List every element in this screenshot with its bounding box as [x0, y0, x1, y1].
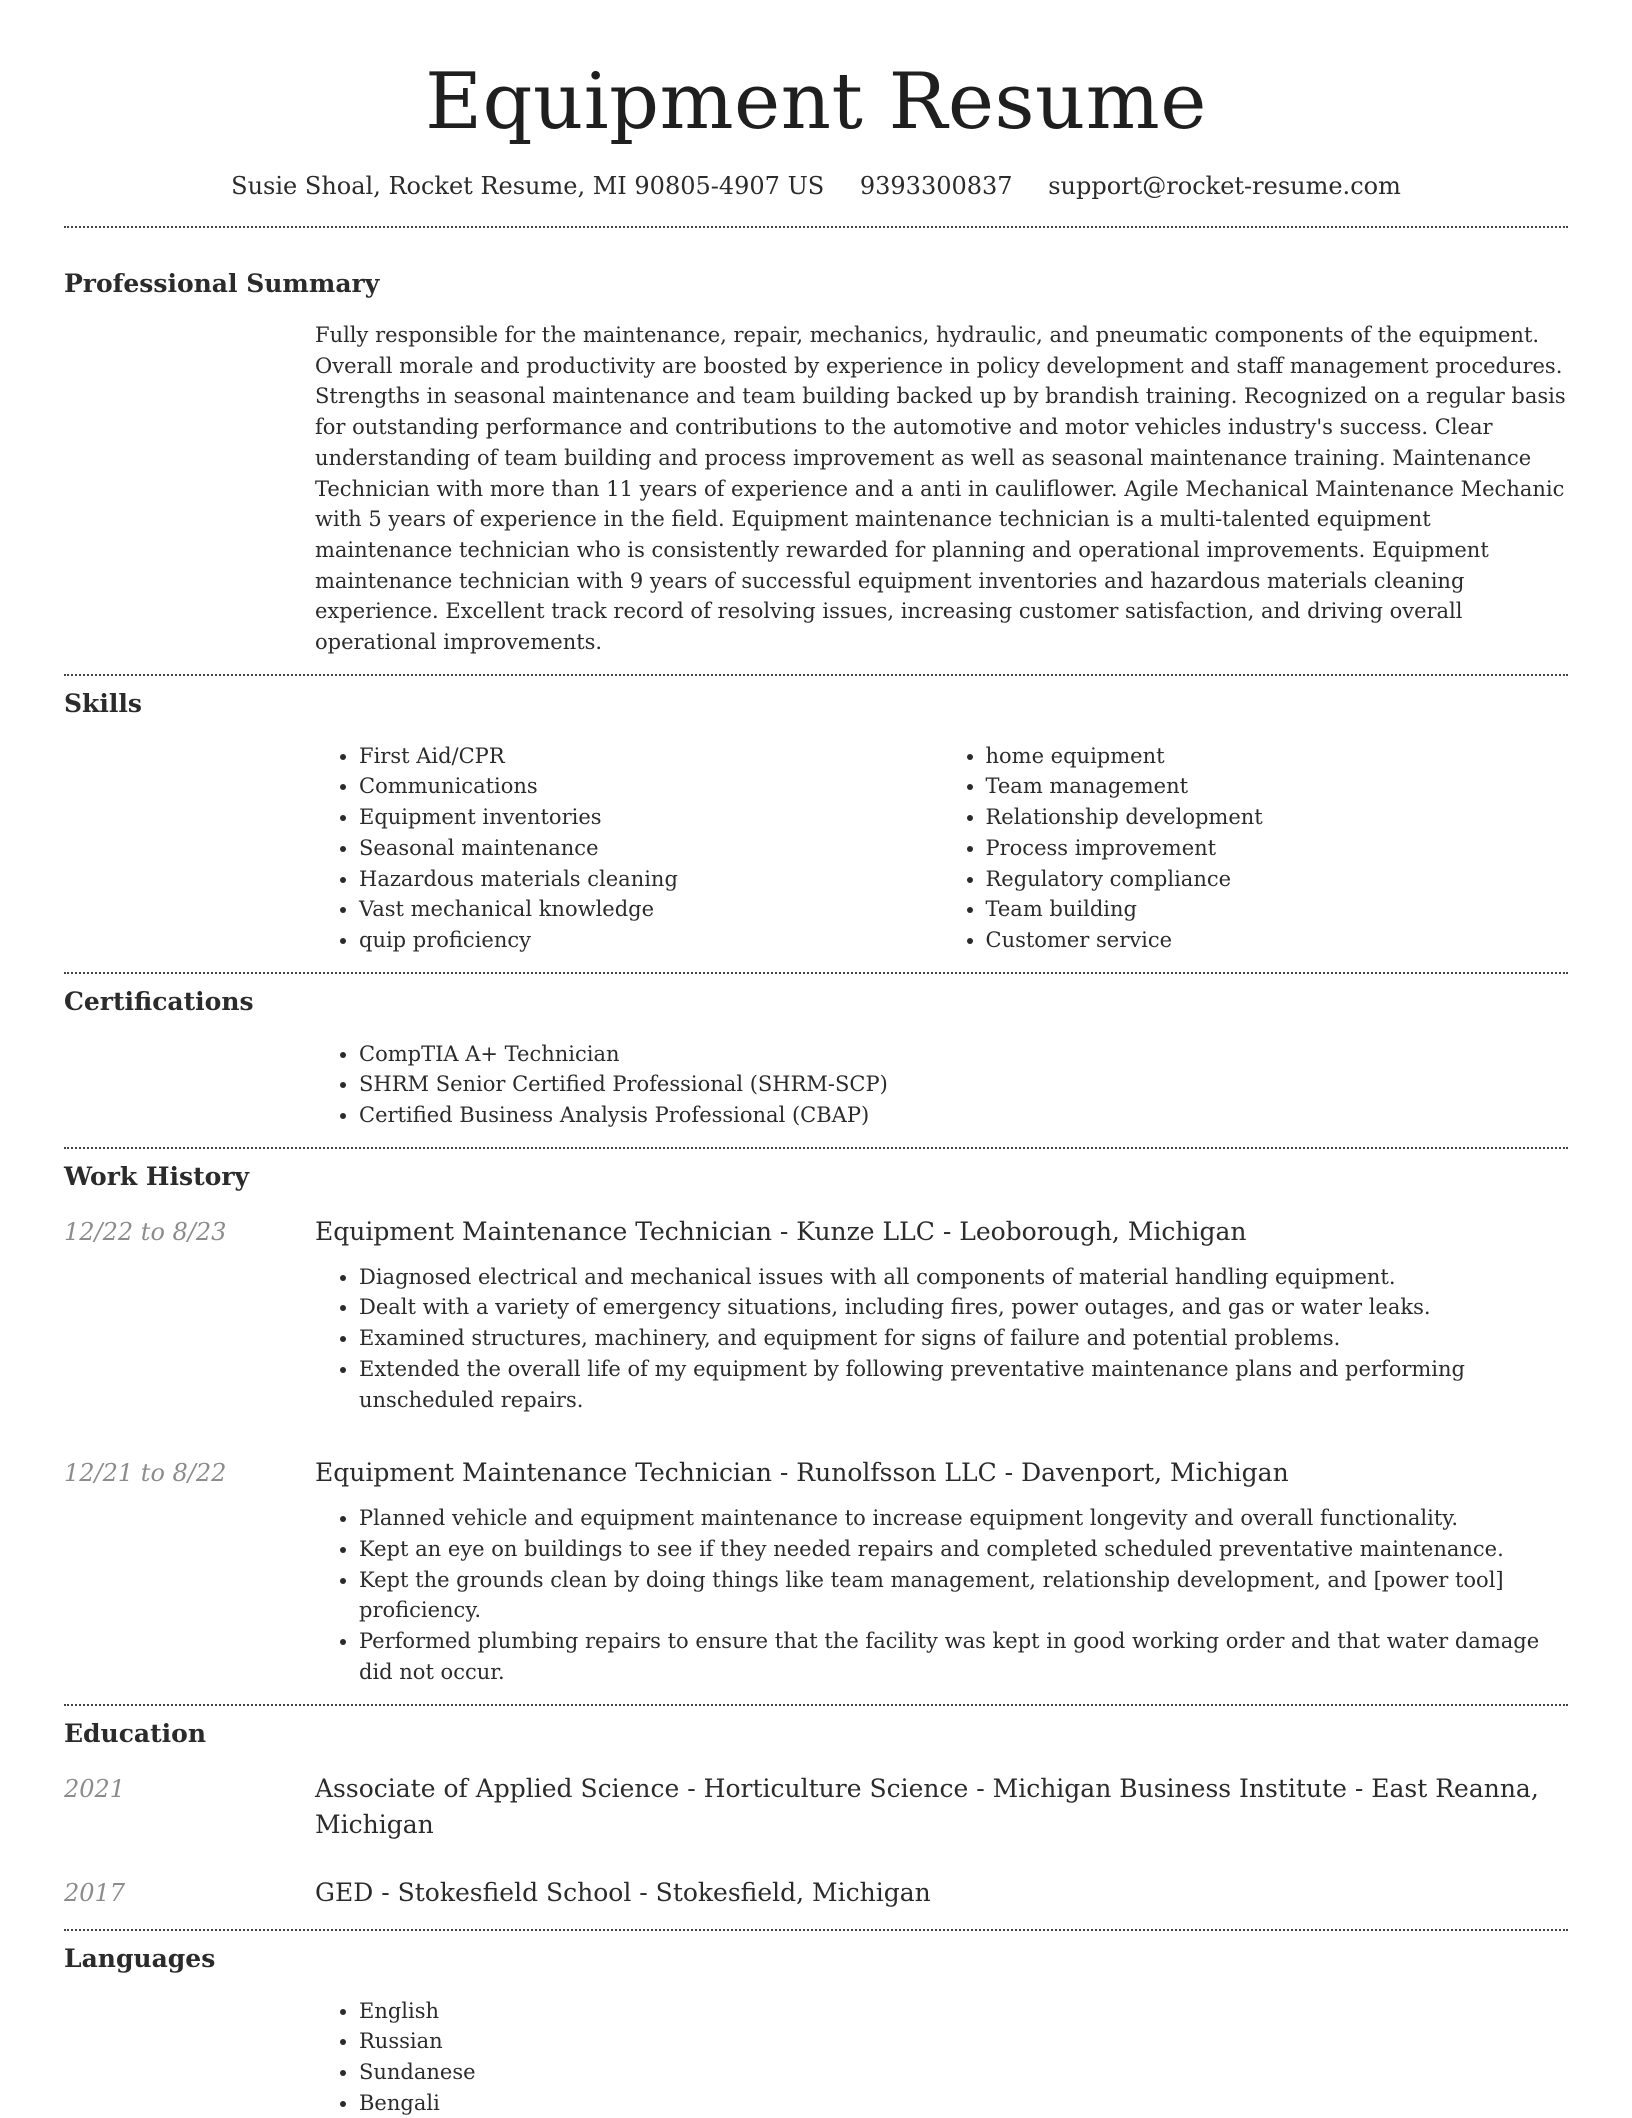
- skills-section: [64, 687, 1568, 956]
- job-entry: [64, 1214, 1568, 1416]
- divider: [64, 226, 1568, 228]
- contact-address: Susie Shoal, Rocket Resume, MI 90805-4907 US: [231, 172, 824, 200]
- education-year: 2017: [64, 1875, 315, 1911]
- job-bullet: • Dealt with a variety of emergency situations, including fires, power outages, and gas or water leaks.: [359, 1292, 1568, 1323]
- job-bullets: [315, 1262, 1568, 1416]
- divider: [64, 1704, 1568, 1706]
- certifications-list: [315, 1039, 1568, 1131]
- skill-item: • quip proficiency: [359, 925, 942, 956]
- certifications-body: [315, 1039, 1568, 1131]
- skill-item: • home equipment: [986, 741, 1569, 772]
- divider: [64, 1929, 1568, 1931]
- languages-section: [64, 1942, 1568, 2118]
- job-bullet: • Performed plumbing repairs to ensure that the facility was kept in good working order and that water damage did not occur.: [359, 1626, 1568, 1687]
- certification-item: • Certified Business Analysis Professional (CBAP): [359, 1100, 1568, 1131]
- language-item: • Sundanese: [359, 2057, 1568, 2088]
- skill-item: • Regulatory compliance: [986, 864, 1569, 895]
- skill-item: • Team management: [986, 771, 1569, 802]
- job-bullet: • Diagnosed electrical and mechanical issues with all components of material handling equipment.: [359, 1262, 1568, 1293]
- skills-list-right: [942, 741, 1569, 956]
- job-bullet: • Kept the grounds clean by doing things like team management, relationship development, and [power tool] proficiency.: [359, 1565, 1568, 1626]
- skill-item: • Relationship development: [986, 802, 1569, 833]
- job-details: [315, 1503, 1568, 1687]
- resume-page: [64, 0, 1568, 2118]
- skill-item: • Equipment inventories: [359, 802, 942, 833]
- job-dates: 12/22 to 8/23: [64, 1214, 315, 1250]
- education-entry: [64, 1875, 1568, 1911]
- certification-item: • SHRM Senior Certified Professional (SHRM-SCP): [359, 1069, 1568, 1100]
- divider: [64, 1147, 1568, 1149]
- job-header: [64, 1214, 1568, 1250]
- summary-heading: Professional Summary: [64, 267, 1568, 301]
- contact-line: [64, 170, 1568, 202]
- education-detail: GED - Stokesfield School - Stokesfield, Michigan: [315, 1875, 1568, 1911]
- job-bullets: [315, 1503, 1568, 1687]
- job-bullet: • Examined structures, machinery, and equipment for signs of failure and potential problems.: [359, 1323, 1568, 1354]
- job-details: [315, 1262, 1568, 1416]
- education-detail: Associate of Applied Science - Horticulture Science - Michigan Business Institute - East Reanna, Michigan: [315, 1771, 1568, 1843]
- work-history-heading: Work History: [64, 1160, 1568, 1194]
- job-title: Equipment Maintenance Technician - Runolfsson LLC - Davenport, Michigan: [315, 1455, 1568, 1491]
- certification-item: • CompTIA A+ Technician: [359, 1039, 1568, 1070]
- divider: [64, 674, 1568, 676]
- job-entry: [64, 1455, 1568, 1687]
- job-dates: 12/21 to 8/22: [64, 1455, 315, 1491]
- language-item: • Bengali: [359, 2088, 1568, 2118]
- skill-item: • Vast mechanical knowledge: [359, 894, 942, 925]
- certifications-section: [64, 985, 1568, 1131]
- job-bullet: • Kept an eye on buildings to see if they needed repairs and completed scheduled preventative maintenance.: [359, 1534, 1568, 1565]
- certifications-heading: Certifications: [64, 985, 1568, 1019]
- job-bullet: • Planned vehicle and equipment maintenance to increase equipment longevity and overall functionality.: [359, 1503, 1568, 1534]
- language-item: • English: [359, 1996, 1568, 2027]
- skills-list-left: [315, 741, 942, 956]
- languages-heading: Languages: [64, 1942, 1568, 1976]
- skill-item: • Seasonal maintenance: [359, 833, 942, 864]
- job-bullet: • Extended the overall life of my equipment by following preventative maintenance plans and performing unscheduled repairs.: [359, 1354, 1568, 1415]
- work-history-section: [64, 1160, 1568, 1688]
- education-heading: Education: [64, 1717, 1568, 1751]
- resume-title: Equipment Resume: [64, 0, 1568, 152]
- summary-text: Fully responsible for the maintenance, repair, mechanics, hydraulic, and pneumatic components of the equipment. Overall morale and productivity are boosted by experience in policy development and staff management procedures. Strengths in seasonal maintenance and team building backed up by brandish training. Recognized on a regular basis for outstanding performance and contributions to the automotive and motor vehicles industry's success. Clear understanding of team building and process improvement as well as seasonal maintenance training. Maintenance Technician with more than 11 years of experience and a anti in cauliflower. Agile Mechanical Maintenance Mechanic with 5 years of experience in the field. Equipment maintenance technician is a multi-talented equipment maintenance technician who is consistently rewarded for planning and operational improvements. Equipment maintenance technician with 9 years of successful equipment inventories and hazardous materials cleaning experience. Excellent track record of resolving issues, increasing customer satisfaction, and driving overall operational improvements.: [315, 320, 1568, 658]
- contact-email[interactable]: support@rocket-resume.com: [1048, 172, 1401, 200]
- skill-item: • Team building: [986, 894, 1569, 925]
- job-title: Equipment Maintenance Technician - Kunze LLC - Leoborough, Michigan: [315, 1214, 1568, 1250]
- language-item: • Russian: [359, 2026, 1568, 2057]
- education-section: [64, 1717, 1568, 1911]
- languages-list: [315, 1996, 1568, 2118]
- skill-item: • Customer service: [986, 925, 1569, 956]
- education-entry: [64, 1771, 1568, 1843]
- skill-item: • Hazardous materials cleaning: [359, 864, 942, 895]
- summary-section: [64, 267, 1568, 658]
- skill-item: • Communications: [359, 771, 942, 802]
- divider: [64, 972, 1568, 974]
- skills-grid: [315, 741, 1568, 956]
- languages-body: [315, 1996, 1568, 2118]
- job-header: [64, 1455, 1568, 1491]
- skills-heading: Skills: [64, 687, 1568, 721]
- skill-item: • First Aid/CPR: [359, 741, 942, 772]
- education-year: 2021: [64, 1771, 315, 1807]
- contact-phone: 9393300837: [860, 172, 1013, 200]
- skill-item: • Process improvement: [986, 833, 1569, 864]
